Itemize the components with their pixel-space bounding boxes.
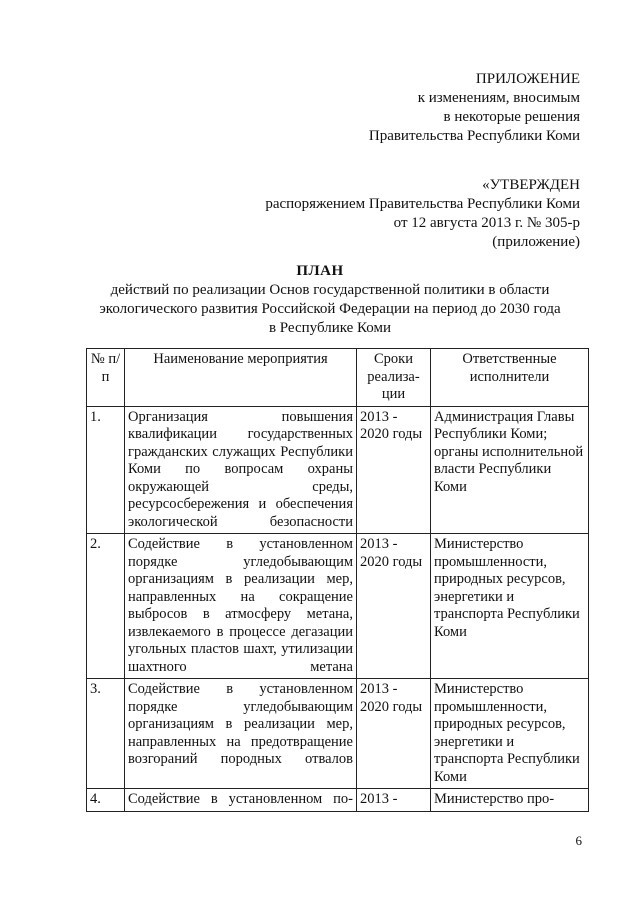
- header-num: № п/п: [87, 349, 125, 407]
- row-num: 3.: [87, 679, 125, 789]
- row-num: 4.: [87, 789, 125, 812]
- row-term: 2013 - 2020 годы: [357, 534, 431, 679]
- header-name: Наименование мероприятия: [125, 349, 357, 407]
- header-executors: Ответственные исполнители: [431, 349, 589, 407]
- plan-title: ПЛАН: [296, 263, 344, 279]
- plan-subtitle-line: экологического развития Российской Федерации на период до 2030 года: [99, 301, 561, 317]
- table-row: [87, 406, 589, 534]
- row-term: 2013 -: [357, 789, 431, 812]
- plan-subtitle: [90, 281, 570, 338]
- row-term: 2013 - 2020 годы: [357, 679, 431, 789]
- appendix-header: [369, 70, 580, 146]
- row-num: 1.: [87, 406, 125, 534]
- plan-subtitle-line: в Республике Коми: [268, 320, 392, 336]
- page-number: 6: [575, 833, 582, 848]
- row-name: Содействие в установленном порядке угледобывающим организациям в реализации мер, направленных на сокращение выбросов в атмосферу метана, извлекаемого в процессе дегазации угольных пластов шахт, утилизации шахтного метана: [125, 534, 357, 679]
- row-name: Содействие в установленном порядке угледобывающим организациям в реализации мер, направленных на предотвращение возгораний породных отвалов: [125, 679, 357, 789]
- row-name: Организация повышения квалификации государственных гражданских служащих Республики Коми по вопросам охраны окружающей среды, ресурсосбережения и обеспечения экологической безопасности: [125, 406, 357, 534]
- table-header-row: [87, 349, 589, 407]
- approval-line: распоряжением Правительства Республики Коми: [265, 196, 580, 212]
- row-executors: Министерство промышленности, природных ресурсов, энергетики и транспорта Республики Коми: [431, 534, 589, 679]
- plan-subtitle-line: действий по реализации Основ государственной политики в области: [110, 282, 550, 298]
- approval-line: «УТВЕРЖДЕН: [482, 177, 580, 193]
- row-name: Содействие в установленном по-: [125, 789, 357, 812]
- row-executors: Министерство про-: [431, 789, 589, 812]
- row-num: 2.: [87, 534, 125, 679]
- appendix-title: ПРИЛОЖЕНИЕ: [475, 71, 580, 87]
- appendix-line: к изменениям, вносимым: [417, 90, 580, 106]
- appendix-line: в некоторые решения: [443, 109, 580, 125]
- row-executors: Министерство промышленности, природных ресурсов, энергетики и транспорта Республики Коми: [431, 679, 589, 789]
- plan-table: [86, 348, 589, 812]
- approval-stamp: [265, 176, 580, 252]
- row-term: 2013 - 2020 годы: [357, 406, 431, 534]
- approval-line: от 12 августа 2013 г. № 305-р: [393, 215, 580, 231]
- approval-line: (приложение): [492, 234, 580, 250]
- table-row: [87, 679, 589, 789]
- row-executors: Администрация Главы Республики Коми; органы исполнительной власти Республики Коми: [431, 406, 589, 534]
- table-row: [87, 789, 589, 812]
- appendix-line: Правительства Республики Коми: [368, 128, 580, 144]
- table-row: [87, 534, 589, 679]
- header-term: Сроки реализа-ции: [357, 349, 431, 407]
